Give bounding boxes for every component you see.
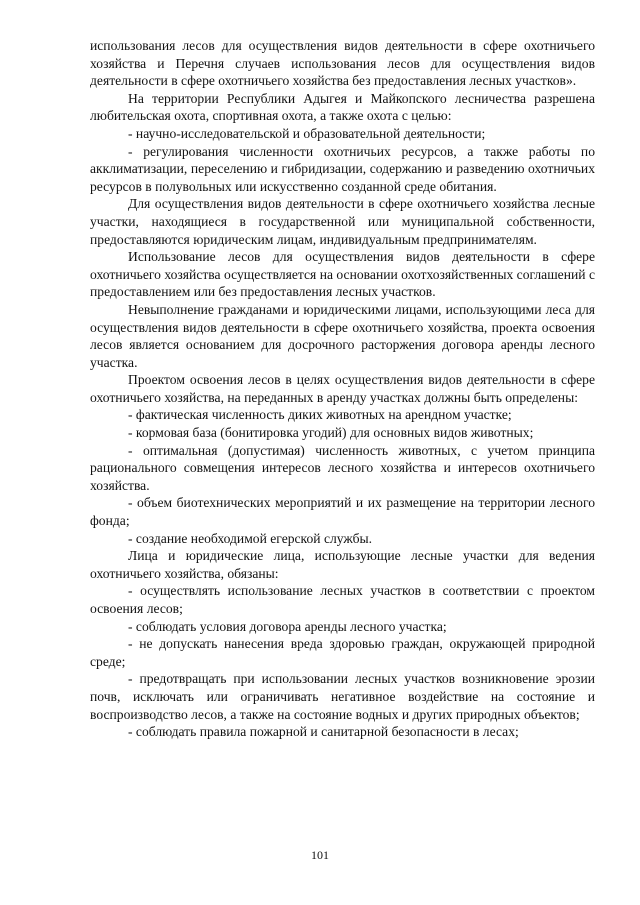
list-item: - научно-исследовательской и образовательной деятельности;: [128, 125, 486, 141]
list-item: - соблюдать правила пожарной и санитарной безопасности в лесах;: [128, 724, 519, 740]
list-item: - оптимальная (допустимая) численность животных, с учетом принципа рационального совмещения интересов лесного хозяйства и интересов охотничьего хозяйства.: [90, 442, 595, 493]
list-item: - осуществлять использование лесных участков в соответствии с проектом освоения лесов;: [90, 583, 595, 616]
page-body-text: [90, 37, 595, 741]
list-item: - соблюдать условия договора аренды лесного участка;: [128, 618, 447, 634]
list-item: - предотвращать при использовании лесных участков возникновение эрозии почв, исключать или ограничивать негативное воздействие на состояние и воспроизводство лесов, а также на состояние водных и других природных объектов;: [90, 671, 595, 722]
list-item: - не допускать нанесения вреда здоровью граждан, окружающей природной среде;: [90, 636, 595, 669]
list-item: - регулирования численности охотничьих ресурсов, а также работы по акклиматизации, переселению и гибридизации, содержанию и разведению охотничьих ресурсов в полувольных или искусственно созданной среде обитания.: [90, 143, 595, 194]
paragraph: На территории Республики Адыгея и Майкопского лесничества разрешена любительская охота, спортивная охота, а также охота с целью:: [90, 90, 595, 124]
paragraph: Невыполнение гражданами и юридическими лицами, использующими леса для осуществления видов деятельности в сфере охотничьего хозяйства, проекта освоения лесов является основанием для досрочного расторжения договора аренды лесного участка.: [90, 301, 595, 370]
paragraph: Для осуществления видов деятельности в сфере охотничьего хозяйства лесные участки, находящиеся в государственной или муниципальной собственности, предоставляются юридическим лицам, индивидуальным предпринимателям.: [90, 196, 595, 247]
list-item: - создание необходимой егерской службы.: [128, 530, 373, 546]
paragraph-continuation: использования лесов для осуществления видов деятельности в сфере охотничьего хозяйства и Перечня случаев использования лесов для осуществления видов деятельности в сфере охотничьего хозяйства без предоставления лесных участков».: [90, 38, 595, 89]
page-number: 101: [311, 848, 329, 862]
list-item: - кормовая база (бонитировка угодий) для основных видов животных;: [128, 425, 534, 441]
paragraph: Лица и юридические лица, использующие лесные участки для ведения охотничьего хозяйства, обязаны:: [90, 548, 595, 581]
list-item: - объем биотехнических мероприятий и их размещение на территории лесного фонда;: [90, 495, 595, 529]
list-item: - фактическая численность диких животных на арендном участке;: [128, 407, 512, 423]
paragraph: Использование лесов для осуществления видов деятельности в сфере охотничьего хозяйства осуществляется на основании охотхозяйственных соглашений с предоставлением или без предоставления лесных участков.: [90, 249, 595, 300]
paragraph: Проектом освоения лесов в целях осуществления видов деятельности в сфере охотничьего хозяйства, на переданных в аренду участках должны быть определены:: [90, 372, 595, 405]
